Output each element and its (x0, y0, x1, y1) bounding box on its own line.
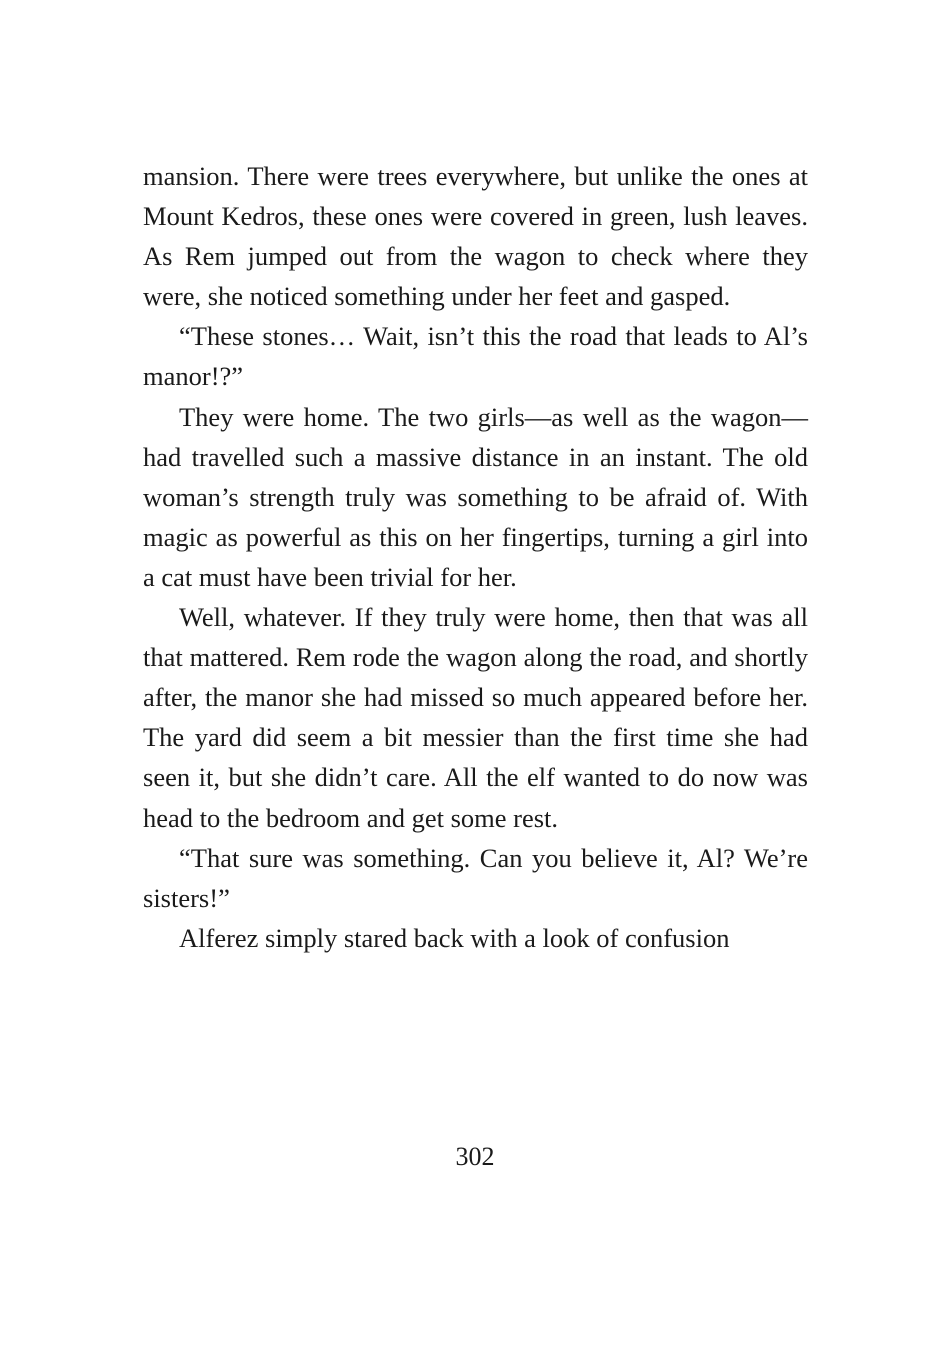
paragraph-manor: Well, whatever. If they truly were home, then that was all that mattered. Rem rode the wagon along the road, and shortly after, the manor she had missed so much appeared before her. The yard did seem a bit messier than the first time she had seen it, but she didn’t care. All the elf wanted to do now was head to the bedroom and get some rest. (143, 602, 808, 833)
paragraph-dialogue-sisters: “That sure was something. Can you believe it, Al? We’re sisters!” (143, 842, 808, 913)
paragraph-continuation: mansion. There were trees everywhere, but unlike the ones at Mount Kedros, these ones were covered in green, lush leaves. As Rem jumped out from the wagon to check where they were, she noticed something under her feet and gasped. (143, 161, 808, 312)
body-text (143, 156, 808, 958)
page-number: 302 (455, 1142, 495, 1171)
paragraph-dialogue-stones: “These stones… Wait, isn’t this the road that leads to Al’s manor!?” (143, 321, 808, 392)
paragraph-alferez: Alferez simply stared back with a look of confusion (179, 922, 730, 953)
paragraph-home: They were home. The two girls—as well as the wagon—had travelled such a massive distance in an instant. The old woman’s strength truly was something to be afraid of. With magic as powerful as this on her fingertips, turning a girl into a cat must have been trivial for her. (143, 401, 808, 592)
